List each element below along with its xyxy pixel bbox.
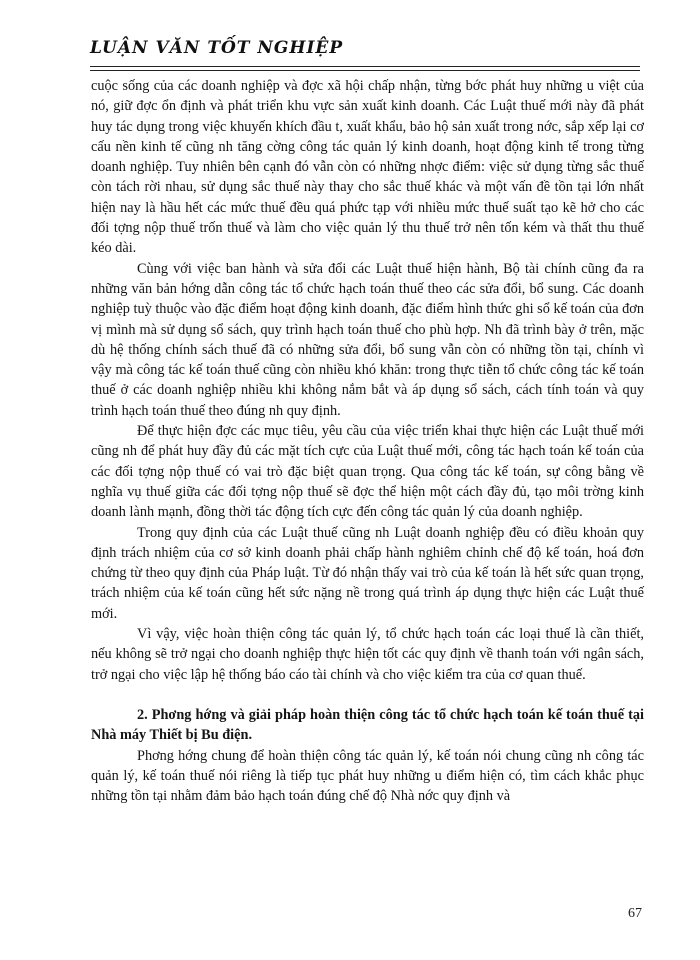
section-heading: 2. Phơng hớng và giải pháp hoàn thiện công tác tổ chức hạch toán kế toán thuế tại Nhà máy Thiết bị Bu điện. [91, 706, 644, 744]
paragraph: Phơng hớng chung để hoàn thiện công tác quản lý, kế toán nói chung cũng nh công tác quản lý, kế toán thuế nói riêng là tiếp tục phát huy những u điểm hiện có, tìm cách khắc phục những tồn tại nhằm đảm bảo hạch toán đúng chế độ Nhà nớc quy định và [91, 747, 644, 805]
page-body [91, 76, 644, 806]
paragraph: Để thực hiện đợc các mục tiêu, yêu cầu của việc triển khai thực hiện các Luật thuế mới cũng nh để phát huy đầy đủ các mặt tích cực của Luật thuế mới, công tác hạch toán kế toán của các đối tợng nộp thuế có vai trò đặc biệt quan trọng. Qua công tác kế toán, sự công bằng về nghĩa vụ thuế giữa các đối tợng nộp thuế sẽ đợc thể hiện một cách đầy đủ, tạo môi trờng kinh doanh lành mạnh, đồng thời tác động tích cực đến công tác quản lý của doanh nghiệp. [91, 423, 644, 521]
paragraph: Trong quy định của các Luật thuế cũng nh Luật doanh nghiệp đều có điều khoản quy định trách nhiệm của cơ sở kinh doanh phải chấp hành nghiêm chỉnh chế độ kế toán, hoá đơn chứng từ theo quy định của Pháp luật. Từ đó nhận thấy vai trò của kế toán là hết sức quan trọng, trách nhiệm của kế toán cũng hết sức nặng nề trong quá trình áp dụng thực hiện các Luật thuế mới. [91, 524, 644, 622]
page-number: 67 [628, 906, 642, 921]
paragraph: cuộc sống của các doanh nghiệp và đợc xã hội chấp nhận, từng bớc phát huy những u việt của nó, giữ đợc ổn định và phát triển khu vực sản xuất kinh doanh. Các Luật thuế mới này đã phát huy tác dụng trong việc khuyến khích đầu t, xuất khẩu, bảo hộ sản xuất trong nớc, sắp xếp lại cơ cấu nền kinh tế cũng nh tăng cờng công tác quản lý kinh doanh, hoạt động kinh tế trong từng doanh nghiệp. Tuy nhiên bên cạnh đó vẫn còn có những nhợc điểm: việc sử dụng từng sắc thuế còn tách rời nhau, sử dụng sắc thuế này thay cho sắc thuế khác và một vấn đề tồn tại lớn nhất hiện nay là hầu hết các mức thuế đều quá phức tạp với nhiều mức thuế suất tạo kẽ hở cho các đối tợng nộp thuế trốn thuế và làm cho việc quản lý thu thuế trở nên tốn kém và thất thu thuế kéo dài. [91, 78, 644, 257]
header-rule-bottom [90, 70, 640, 71]
paragraph: Vì vậy, việc hoàn thiện công tác quản lý, tổ chức hạch toán các loại thuế là cần thiết, nếu không sẽ trở ngại cho doanh nghiệp thực hiện tốt các quy định về thanh toán với ngân sách, trở ngại cho việc lập hệ thống báo cáo tài chính và cho việc kiểm tra của cơ quan thuế. [91, 626, 644, 683]
running-header: LUẬN VĂN TỐT NGHIỆP [90, 38, 344, 58]
header-rule-top [90, 66, 640, 67]
paragraph: Cùng với việc ban hành và sửa đổi các Luật thuế hiện hành, Bộ tài chính cũng đa ra những văn bản hớng dẫn công tác tổ chức hạch toán thuế theo các sửa đổi, bổ sung. Các doanh nghiệp tuỳ thuộc vào đặc điểm hoạt động kinh doanh, đặc điểm hình thức ghi sổ kế toán của đơn vị mình mà sử dụng sổ sách, quy trình hạch toán thuế cho phù hợp. Nh đã trình bày ở trên, mặc dù hệ thống chính sách thuế đã có những sửa đổi, bổ sung vẫn còn có những tồn tại, chính vì vậy mà công tác kế toán thuế cũng còn nhiều khó khăn: trong thực tiễn tổ chức công tác kế toán thuế ở các doanh nghiệp nhiều khi không nắm bắt và áp dụng sổ sách, cách tính toán và quy trình hạch toán thuế theo đúng nh quy định. [91, 260, 644, 419]
